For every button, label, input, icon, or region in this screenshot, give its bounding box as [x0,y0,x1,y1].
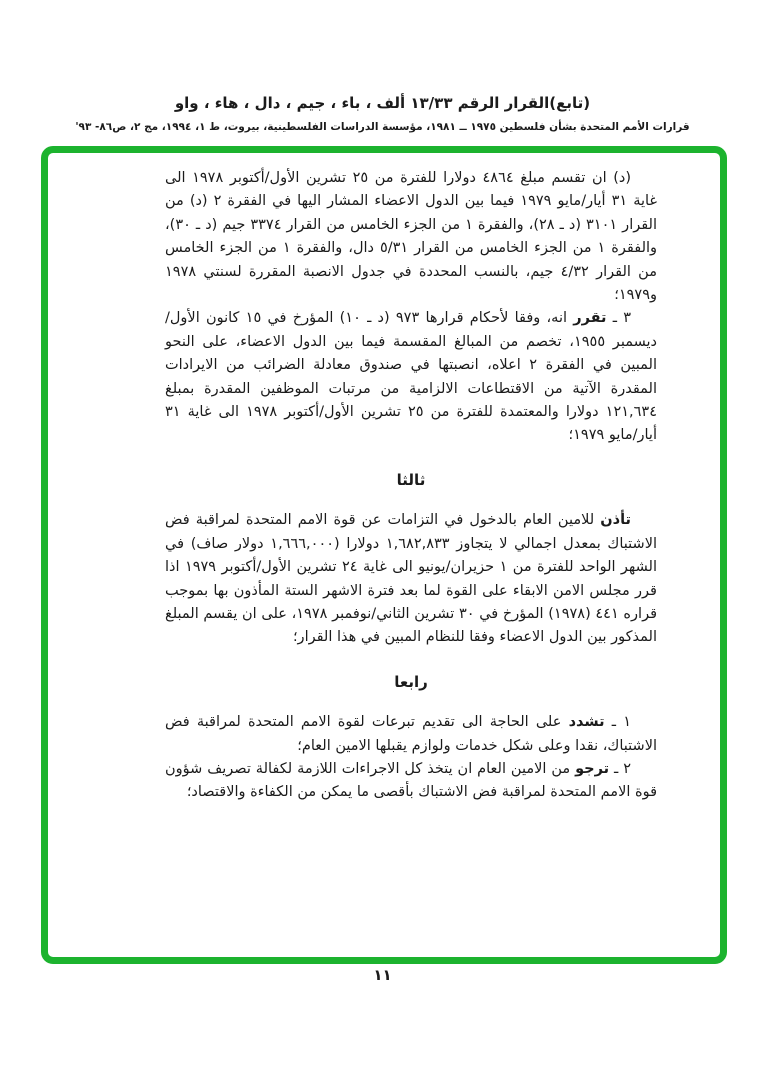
paragraph-text: على الحاجة الى تقديم تبرعات لقوة الامم المتحدة لمراقبة فض الاشتباك، نقدا وعلى شكل خدمات ولوازم يقبلها الامين العام؛ [165,714,657,754]
paragraph-operative-1 [165,711,657,758]
paragraph-text: من الامين العام ان يتخذ كل الاجراءات اللازمة لكفالة تصريف شؤون قوة الامم المتحدة لمراقبة فض الاشتباك بأقصى ما يمكن من الكفاءة والاقتصاد؛ [165,760,657,801]
page-number: ١١ [373,966,392,984]
document-source-citation: قرارات الأمم المتحدة بشأن فلسطين ١٩٧٥ ــ ١٩٨١، مؤسسة الدراسات الفلسطينية، بيروت، ط ١، ١٩٩٤، مج ٢، ص٨٦- ٩٣' [75,121,690,133]
paragraph-text: انه، وفقا لأحكام قرارها ٩٧٣ (د ـ ١٠) المؤرخ في ١٥ كانون الأول/ديسمبر ١٩٥٥، تخصم من المبالغ المقسمة فيما بين الدول الاعضاء، على النحو المبين في الفقرة ٢ اعلاه، انصبتها في صندوق معادلة الضرائب من الايرادات المقدرة الآتية من الاقتطاعات الالزامية من مرتبات الموظفين المقدرة بمبلغ ١٢١,٦٣٤ دولارا والمعتمدة للفترة من ٢٥ تشرين الأول/أكتوبر ١٩٧٨ الى غاية ٣١ أيار/مايو ١٩٧٩؛ [165,310,658,444]
section-heading-fourth: رابعا [394,672,428,691]
paragraph-operative-2 [165,758,657,805]
paragraph-operative-3 [165,307,657,447]
paragraph-text: للامين العام بالدخول في التزامات عن قوة الامم المتحدة لمراقبة فض الاشتباك بمعدل اجمالي لا يتجاوز ١,٦٨٢,٨٣٣ دولارا (١,٦٦٦,٠٠٠ دولار صاف) في الشهر الواحد للفترة من ١ حزيران/يونيو الى غاية ٢٤ تشرين الأول/أكتوبر ١٩٧٩ اذا قرر مجلس الامن الابقاء على القوة لما بعد فترة الاشهر الستة المأذون بها بموجب قراره ٤٤١ (١٩٧٨) المؤرخ في ٣٠ تشرين الثاني/نوفمبر ١٩٧٨، على ان يقسم المبلغ المذكور بين الدول الاعضاء وفقا للنظام المبين في هذا القرار؛ [165,512,658,646]
paragraph-number: ٣ ـ [606,310,631,327]
paragraph-lead-word: تقرر [573,310,607,327]
paragraph-number: ١ ـ [604,714,631,731]
paragraph-text: (د) ان تقسم مبلغ ٤٨٦٤ دولارا للفترة من ٢٥ تشرين الأول/أكتوبر ١٩٧٨ الى غاية ٣١ أيار/مايو ١٩٧٩ فيما بين الدول الاعضاء المشار اليها في الفقرة ٢ (د) من القرار ٣١٠١ (د ـ ٢٨)، والفقرة ١ من الجزء الخامس من القرار ٣٣٧٤ جيم (د ـ ٣٠)، والفقرة ١ من الجزء الخامس من القرار ٥/٣١ دال، والفقرة ١ من الجزء الخامس من القرار ٤/٣٢ جيم، بالنسب المحددة في جدول الانصبة المقررة لسنتي ١٩٧٨ و١٩٧٩؛ [165,170,658,304]
section-heading-third: ثالثا [396,470,426,489]
document-title: (تابع)القرار الرقم ١٣/٣٣ ألف ، باء ، جيم ، دال ، هاء ، واو [174,94,591,112]
paragraph-lead-word: ترجو [575,760,610,777]
paragraph-authorize [165,509,657,649]
paragraph-lead-word: تشدد [568,714,605,731]
paragraph-subitem-d [165,167,657,307]
paragraph-number: ٢ ـ [609,760,632,777]
paragraph-lead-word: تأذن [600,512,631,529]
resolution-text-column [165,167,657,805]
